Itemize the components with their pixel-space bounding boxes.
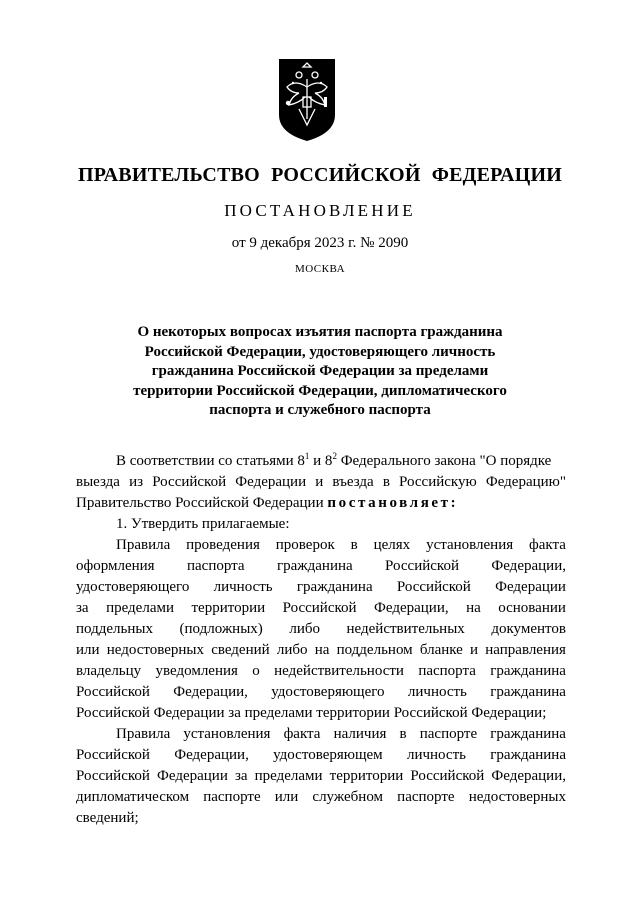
word: Российскую [399, 474, 477, 490]
word: Правила [116, 726, 171, 742]
superscript: 2 [332, 451, 337, 461]
word: проверок [275, 537, 335, 553]
word: установления [183, 726, 271, 742]
word: гражданина [490, 726, 566, 742]
word: Федерации, [374, 600, 449, 616]
word: личность [213, 579, 273, 595]
word: недействительности [274, 663, 404, 679]
organization-title: ПРАВИТЕЛЬСТВО РОССИЙСКОЙ ФЕДЕРАЦИИ [78, 164, 562, 186]
word: гражданина [490, 747, 566, 763]
word: Российской [76, 768, 150, 784]
paragraph-line [76, 661, 566, 682]
word: Правила [116, 537, 171, 553]
paragraph-line [76, 682, 566, 703]
word: основании [498, 600, 566, 616]
word: Российской [76, 747, 150, 763]
paragraph-line [76, 577, 566, 598]
paragraph-line [76, 535, 566, 556]
word: на [466, 600, 481, 616]
word: Федерацию" [485, 474, 566, 490]
paragraph-line [76, 451, 566, 472]
word: поддельном [336, 642, 413, 658]
word: Российской [410, 768, 485, 784]
word: Российской [396, 579, 471, 595]
word: документов [491, 621, 566, 637]
word: личность [407, 684, 467, 700]
word: удостоверяющего [271, 684, 385, 700]
word: или [76, 642, 100, 658]
word: или [274, 789, 299, 805]
word: в [382, 474, 390, 490]
paragraph-line [76, 556, 566, 577]
word: либо [276, 642, 308, 658]
heading-line: Российской Федерации, удостоверяющего личность [144, 343, 496, 360]
word: пределами [106, 600, 175, 616]
paragraph-line: 1. Утвердить прилагаемые: [116, 516, 290, 532]
word: бланке [419, 642, 463, 658]
word: территории [329, 768, 404, 784]
city: МОСКВА [294, 263, 346, 275]
paragraph-line [76, 787, 566, 808]
word: факта [529, 537, 566, 553]
heading-line: О некоторых вопросах изъятия паспорта гражданина [137, 324, 503, 340]
word: и [470, 642, 479, 658]
document-date-number: от 9 декабря 2023 г. № 2090 [231, 235, 409, 251]
paragraph-line [76, 493, 566, 514]
word: владельцу [76, 663, 142, 679]
word: территории [191, 600, 266, 616]
word: удостоверяющего [76, 579, 190, 595]
word: гражданина [276, 558, 353, 574]
document-heading [100, 323, 540, 421]
word: гражданина [490, 663, 566, 679]
word: служебном [312, 789, 384, 805]
word: паспорта [418, 663, 476, 679]
word: о [252, 663, 260, 679]
word: установления [426, 537, 514, 553]
paragraph-line [76, 619, 566, 640]
word: гражданина [296, 579, 373, 595]
word: дипломатическом [76, 789, 190, 805]
paragraph-line [76, 745, 566, 766]
word: Федерации, [491, 768, 566, 784]
keyword-postanovlyaet: постановляет: [327, 495, 459, 511]
word: факта [283, 726, 321, 742]
word: личность [406, 747, 466, 763]
document-type: ПОСТАНОВЛЕНИЕ [224, 201, 416, 220]
heading-line: территории Российской Федерации, дипломатического [133, 382, 507, 399]
word: недостоверных [468, 789, 566, 805]
word: недействительных [346, 621, 465, 637]
word: и [315, 474, 324, 490]
word: Российской [282, 600, 357, 616]
word: проведения [186, 537, 260, 553]
word: сведений [211, 642, 270, 658]
word: Федерации, [173, 684, 248, 700]
word: Федерации [157, 768, 228, 784]
paragraph-line: Российской Федерации за пределами территории Российской Федерации; [76, 705, 547, 721]
text-run: Федерального закона "О порядке [336, 453, 552, 469]
word: за [234, 768, 248, 784]
word: паспорте [397, 789, 455, 805]
paragraph-line: сведений; [76, 810, 139, 826]
word: целях [373, 537, 411, 553]
document-body [76, 451, 566, 829]
word: паспорте [203, 789, 261, 805]
word: из [129, 474, 144, 490]
word: (подложных) [179, 621, 263, 637]
text-run: и 8 [309, 453, 333, 469]
paragraph-line [76, 724, 566, 745]
word: недостоверных [106, 642, 204, 658]
word: Федерации [235, 474, 307, 490]
word: удостоверяющем [273, 747, 383, 763]
word: Федерации, [174, 747, 249, 763]
coat-of-arms-icon [277, 57, 337, 142]
word: Федерации [495, 579, 566, 595]
word: Российской [152, 474, 227, 490]
word: Российской [76, 684, 150, 700]
word: поддельных [76, 621, 153, 637]
paragraph-line [76, 598, 566, 619]
word: наличия [333, 726, 387, 742]
word: оформления [76, 558, 155, 574]
text-run: Правительство Российской Федерации [76, 495, 328, 511]
word: паспорта [186, 558, 245, 574]
word: выезда [76, 474, 120, 490]
word: либо [289, 621, 320, 637]
heading-line: паспорта и служебного паспорта [209, 402, 431, 418]
word: за [76, 600, 89, 616]
word: пределами [254, 768, 323, 784]
superscript: 1 [304, 451, 310, 461]
paragraph-line [76, 766, 566, 787]
paragraph-line [76, 472, 566, 493]
word: направления [485, 642, 566, 658]
word: в [399, 726, 407, 742]
word: в [350, 537, 358, 553]
heading-line: гражданина Российской Федерации за пределами [151, 363, 489, 379]
word: Российской [385, 558, 459, 574]
paragraph-line [76, 640, 566, 661]
word: паспорте [419, 726, 478, 742]
word: гражданина [490, 684, 566, 700]
text-run: В соответствии со статьями 8 [116, 453, 305, 469]
word: уведомления [155, 663, 238, 679]
word: въезда [332, 474, 374, 490]
word: Федерации, [491, 558, 566, 574]
word: на [314, 642, 330, 658]
